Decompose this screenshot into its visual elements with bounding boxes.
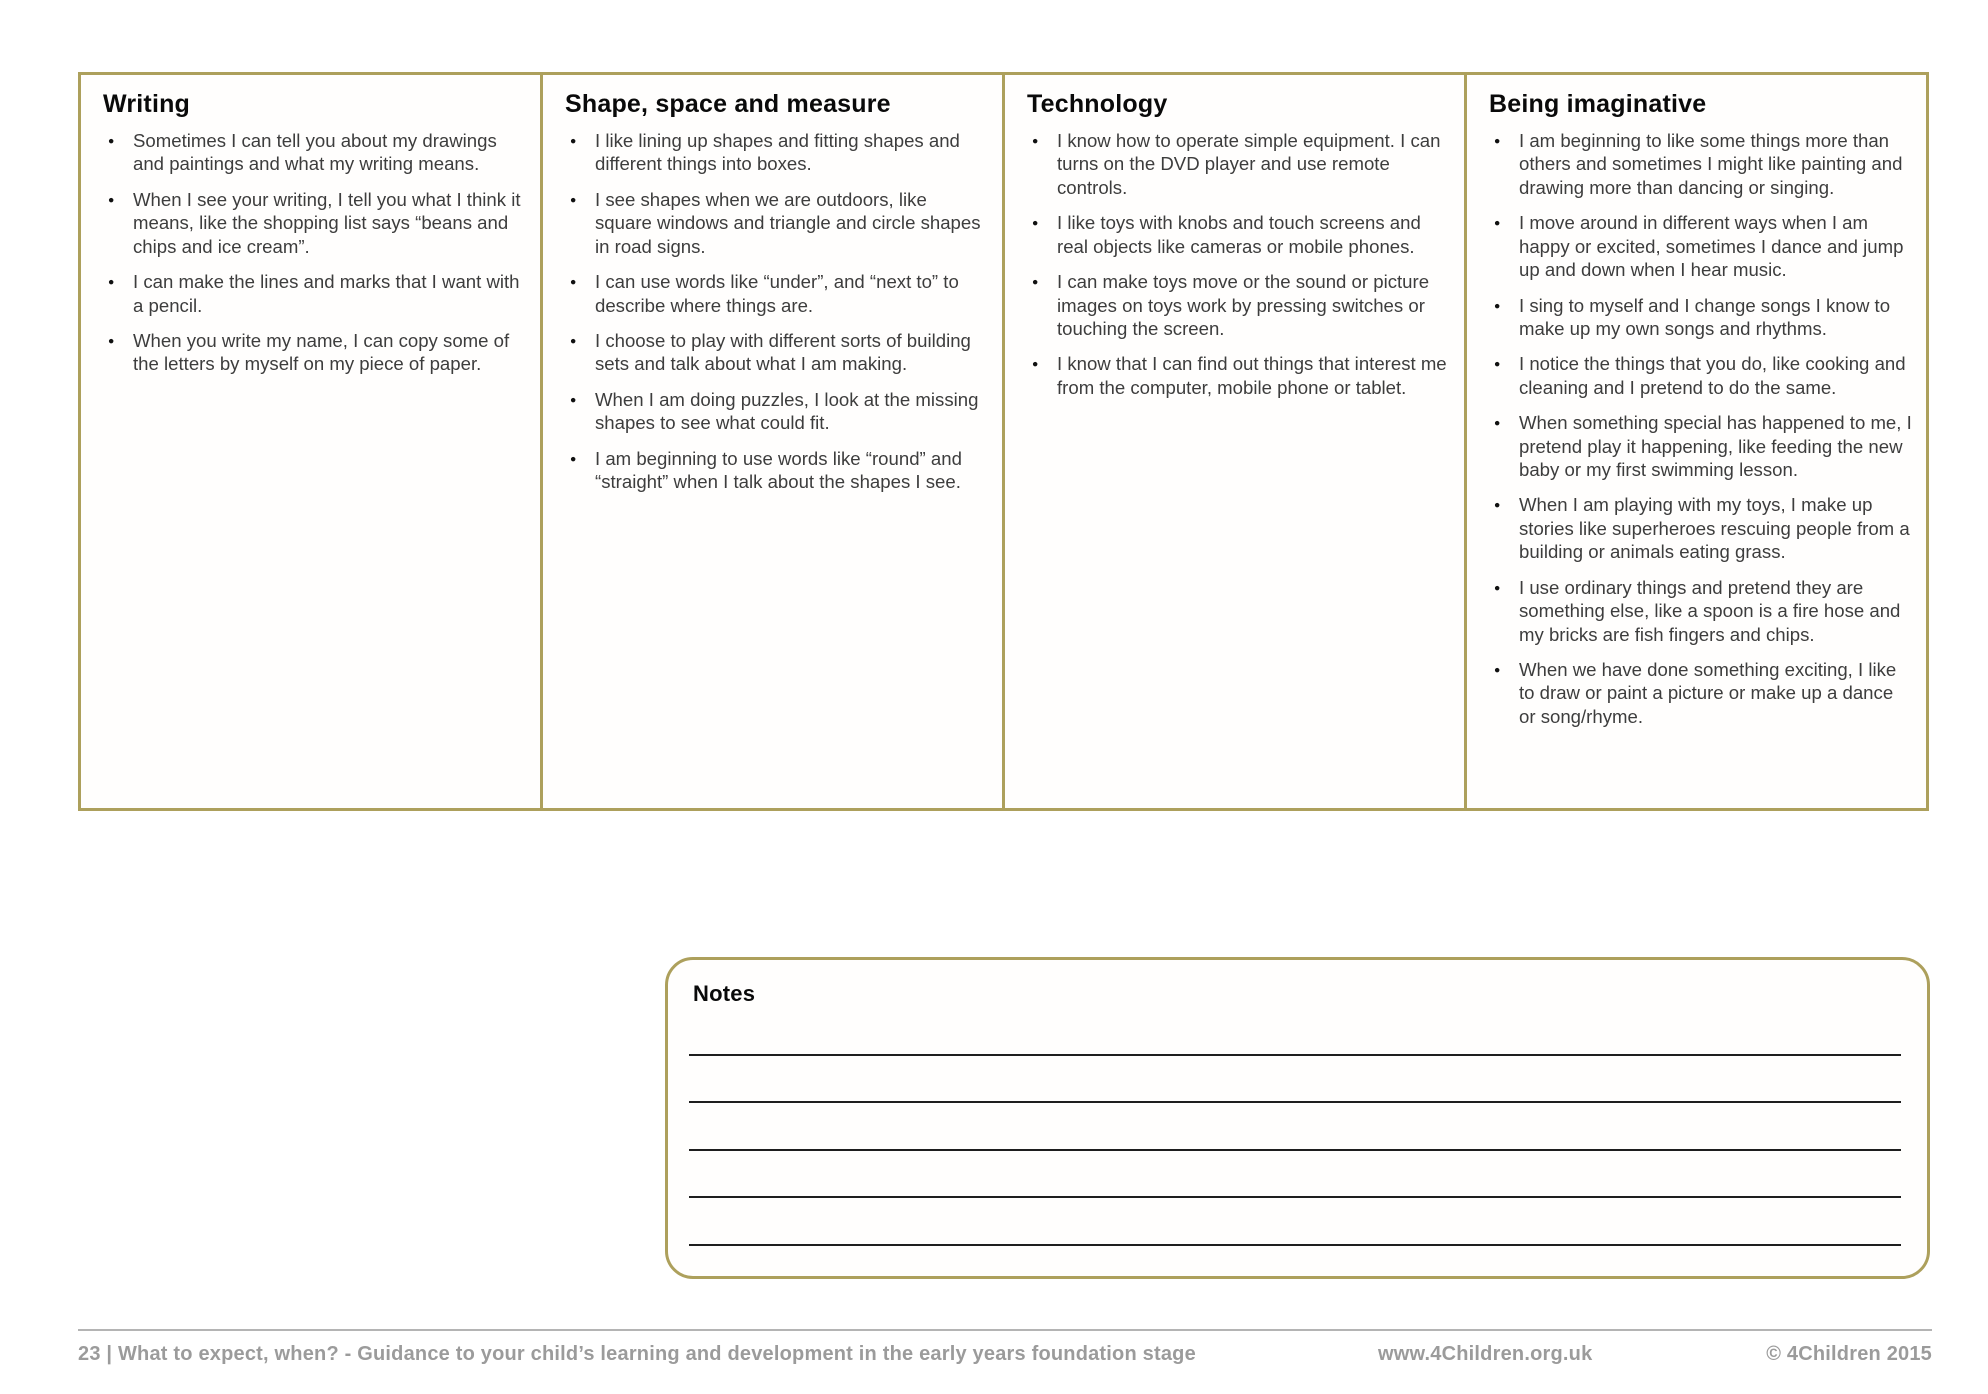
bullet-item: ● I can make toys move or the sound or picture images on toys work by pressing switches or touching the screen.: [1027, 270, 1450, 340]
bullet-item: ● I like lining up shapes and fitting shapes and different things into boxes.: [565, 129, 988, 176]
column-being-imaginative: [1467, 75, 1926, 808]
bullet-item: ● When we have done something exciting, I like to draw or paint a picture or make up a dance or song/rhyme.: [1489, 658, 1912, 728]
bullet-item: ● I notice the things that you do, like cooking and cleaning and I pretend to do the same.: [1489, 352, 1912, 399]
bullet-item: ● When I am playing with my toys, I make up stories like superheroes rescuing people from a building or animals eating grass.: [1489, 493, 1912, 563]
bullet-item: ● When I see your writing, I tell you what I think it means, like the shopping list says “beans and chips and ice cream”.: [103, 188, 526, 258]
development-areas-table: [78, 72, 1929, 811]
notes-writing-line: [689, 1103, 1901, 1151]
footer-divider-rule: [78, 1329, 1932, 1331]
bullet-item: ● When I am doing puzzles, I look at the missing shapes to see what could fit.: [565, 388, 988, 435]
footer-separator: |: [106, 1343, 113, 1365]
bullet-item: ● I am beginning to like some things more than others and sometimes I might like painting and drawing more than dancing or singing.: [1489, 129, 1912, 199]
column-title-being-imaginative: Being imaginative: [1489, 90, 1707, 118]
notes-writing-line: [689, 1056, 1901, 1104]
column-title-shape-space-measure: Shape, space and measure: [565, 90, 891, 118]
bullet-list: [565, 129, 988, 493]
bullet-list: [1489, 129, 1912, 728]
bullet-list: [103, 129, 526, 376]
copyright-text: © 4Children 2015: [1766, 1343, 1932, 1365]
bullet-item: ● I like toys with knobs and touch screens and real objects like cameras or mobile phones.: [1027, 211, 1450, 258]
bullet-item: ● I sing to myself and I change songs I know to make up my own songs and rhythms.: [1489, 294, 1912, 341]
bullet-item: ● Sometimes I can tell you about my drawings and paintings and what my writing means.: [103, 129, 526, 176]
bullet-item: ● I move around in different ways when I am happy or excited, sometimes I dance and jump up and down when I hear music.: [1489, 211, 1912, 281]
footer: [78, 1329, 1932, 1377]
column-technology: [1005, 75, 1467, 808]
bullet-item: ● When something special has happened to me, I pretend play it happening, like feeding the new baby or my first swimming lesson.: [1489, 411, 1912, 481]
bullet-item: ● I can use words like “under”, and “next to” to describe where things are.: [565, 270, 988, 317]
footer-page-info: [78, 1343, 1196, 1366]
notes-lines: [689, 1008, 1901, 1246]
bullet-item: ● I choose to play with different sorts of building sets and talk about what I am making.: [565, 329, 988, 376]
bullet-item: ● I know that I can find out things that interest me from the computer, mobile phone or tablet.: [1027, 352, 1450, 399]
column-writing: [81, 75, 543, 808]
page-number: 23: [78, 1343, 101, 1365]
notes-writing-line: [689, 1008, 1901, 1056]
notes-writing-line: [689, 1198, 1901, 1246]
bullet-item: ● I see shapes when we are outdoors, like square windows and triangle and circle shapes in road signs.: [565, 188, 988, 258]
bullet-item: ● I use ordinary things and pretend they are something else, like a spoon is a fire hose and my bricks are fish fingers and chips.: [1489, 576, 1912, 646]
column-title-writing: Writing: [103, 90, 191, 118]
bullet-item: ● I am beginning to use words like “round” and “straight” when I talk about the shapes I see.: [565, 447, 988, 494]
notes-title: Notes: [693, 981, 756, 1006]
bullet-item: ● I can make the lines and marks that I want with a pencil.: [103, 270, 526, 317]
document-title: What to expect, when? - Guidance to your child’s learning and development in the early years foundation stage: [117, 1343, 1196, 1365]
bullet-item: ● I know how to operate simple equipment. I can turns on the DVD player and use remote controls.: [1027, 129, 1450, 199]
notes-writing-line: [689, 1151, 1901, 1199]
bullet-list: [1027, 129, 1450, 399]
bullet-item: ● When you write my name, I can copy some of the letters by myself on my piece of paper.: [103, 329, 526, 376]
notes-box: [665, 957, 1930, 1279]
column-shape-space-measure: [543, 75, 1005, 808]
website-link[interactable]: www.4Children.org.uk: [1378, 1343, 1593, 1365]
footer-row: [78, 1343, 1932, 1377]
column-title-technology: Technology: [1027, 90, 1168, 118]
